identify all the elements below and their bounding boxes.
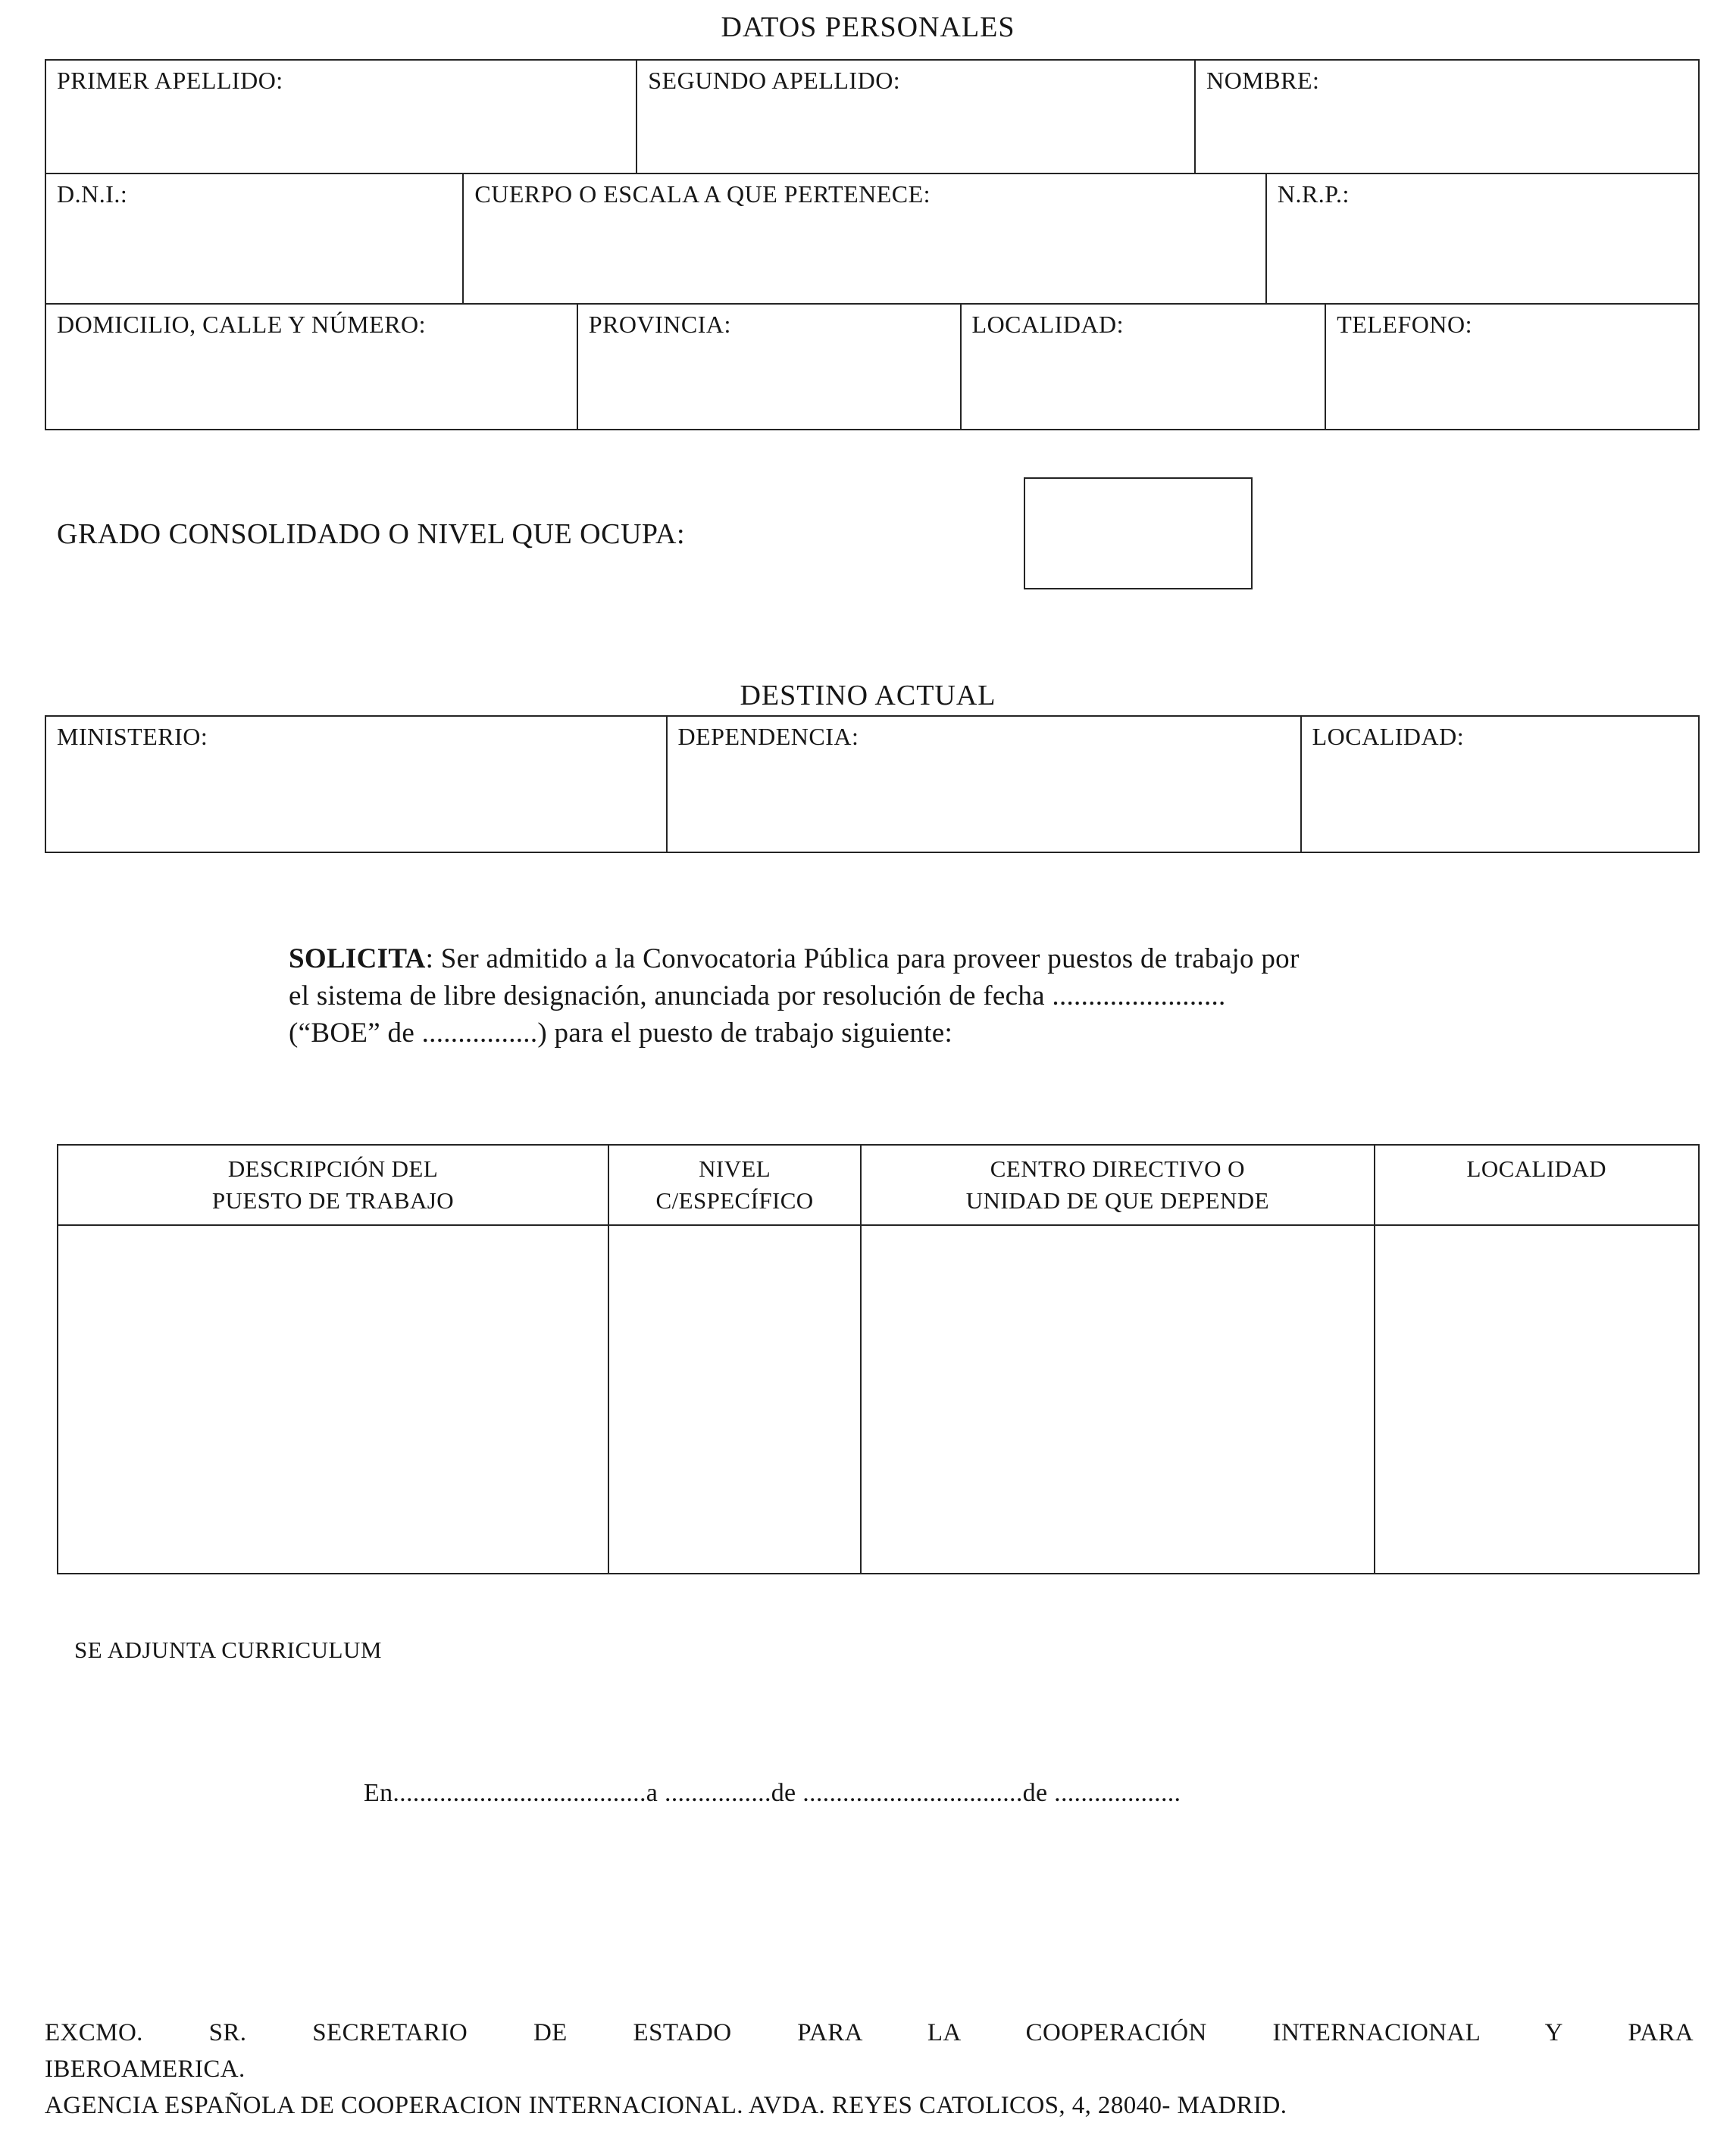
- localidad-label: LOCALIDAD:: [971, 311, 1124, 338]
- domicilio-label: DOMICILIO, CALLE Y NÚMERO:: [57, 311, 427, 338]
- header-descripcion-line1: DESCRIPCIÓN DEL: [227, 1155, 439, 1183]
- header-descripcion-line2: PUESTO DE TRABAJO: [211, 1187, 455, 1215]
- header-localidad-line1: LOCALIDAD: [1466, 1155, 1606, 1183]
- provincia-field: [577, 305, 960, 429]
- destino-localidad-field: [1300, 717, 1698, 852]
- solicita-line2: el sistema de libre designación, anunciada por resolución de fecha ........................: [289, 980, 1226, 1011]
- solicita-paragraph: [289, 941, 1653, 1052]
- datos-personales-row-3: [45, 303, 1700, 430]
- ministerio-label: MINISTERIO:: [57, 723, 208, 750]
- datos-personales-title: DATOS PERSONALES: [721, 11, 1015, 43]
- header-centro-line1: CENTRO DIRECTIVO O: [990, 1155, 1245, 1183]
- row-centro-cell: [860, 1226, 1373, 1573]
- puestos-table-header: [58, 1146, 1698, 1226]
- datos-personales-row-2: [45, 173, 1700, 305]
- telefono-field: [1325, 305, 1698, 429]
- puestos-table: [57, 1144, 1700, 1574]
- solicita-line1: : Ser admitido a la Convocatoria Pública para proveer puestos de trabajo por: [425, 943, 1300, 974]
- header-nivel-line2: C/ESPECÍFICO: [655, 1187, 814, 1215]
- dni-field: [46, 174, 462, 303]
- solicita-line3: (“BOE” de ................) para el puesto de trabajo siguiente:: [289, 1017, 953, 1049]
- destino-actual-row: [45, 715, 1700, 853]
- footer-address-block: [45, 2015, 1694, 2124]
- grado-value-box: [1024, 477, 1253, 589]
- fecha-line: En......................................a ................de .................................de ...................: [364, 1779, 1181, 1808]
- segundo-apellido-label: SEGUNDO APELLIDO:: [648, 67, 901, 94]
- destino-actual-title: DESTINO ACTUAL: [740, 680, 996, 711]
- row-localidad-cell: [1374, 1226, 1698, 1573]
- dni-label: D.N.I.:: [57, 180, 128, 208]
- header-localidad: [1374, 1146, 1698, 1224]
- footer-line-iberoamerica: IBEROAMERICA.: [45, 2055, 246, 2083]
- telefono-label: TELEFONO:: [1337, 311, 1472, 338]
- nrp-field: [1265, 174, 1698, 303]
- puestos-table-row: [58, 1226, 1698, 1573]
- grado-section: [0, 477, 1736, 591]
- header-descripcion: [58, 1146, 608, 1224]
- row-descripcion-cell: [58, 1226, 608, 1573]
- localidad-field: [960, 305, 1325, 429]
- header-nivel-line1: NIVEL: [699, 1155, 771, 1183]
- footer-line-excmo: EXCMO. SR. SECRETARIO DE ESTADO PARA LA COOPERACIÓN INTERNACIONAL Y PARA: [45, 2019, 1694, 2046]
- cuerpo-escala-label: CUERPO O ESCALA A QUE PERTENECE:: [474, 180, 931, 208]
- provincia-label: PROVINCIA:: [588, 311, 731, 338]
- dependencia-label: DEPENDENCIA:: [677, 723, 859, 750]
- header-nivel: [608, 1146, 860, 1224]
- row-nivel-cell: [608, 1226, 860, 1573]
- nombre-label: NOMBRE:: [1206, 67, 1320, 94]
- adjunta-curriculum-note: SE ADJUNTA CURRICULUM: [74, 1637, 382, 1664]
- nrp-label: N.R.P.:: [1277, 180, 1350, 208]
- nombre-field: [1194, 61, 1698, 173]
- datos-personales-row-1: [45, 59, 1700, 174]
- segundo-apellido-field: [636, 61, 1194, 173]
- footer-line-agencia: AGENCIA ESPAÑOLA DE COOPERACION INTERNACIONAL. AVDA. REYES CATOLICOS, 4, 28040- MADRID.: [45, 2091, 1287, 2119]
- primer-apellido-field: [46, 61, 636, 173]
- ministerio-field: [46, 717, 666, 852]
- domicilio-field: [46, 305, 577, 429]
- primer-apellido-label: PRIMER APELLIDO:: [57, 67, 283, 94]
- header-centro-line2: UNIDAD DE QUE DEPENDE: [965, 1187, 1269, 1215]
- dependencia-field: [666, 717, 1300, 852]
- destino-localidad-label: LOCALIDAD:: [1312, 723, 1465, 750]
- grado-label: GRADO CONSOLIDADO O NIVEL QUE OCUPA:: [57, 518, 686, 550]
- cuerpo-escala-field: [462, 174, 1265, 303]
- header-centro: [860, 1146, 1373, 1224]
- solicita-keyword: SOLICITA: [289, 943, 426, 974]
